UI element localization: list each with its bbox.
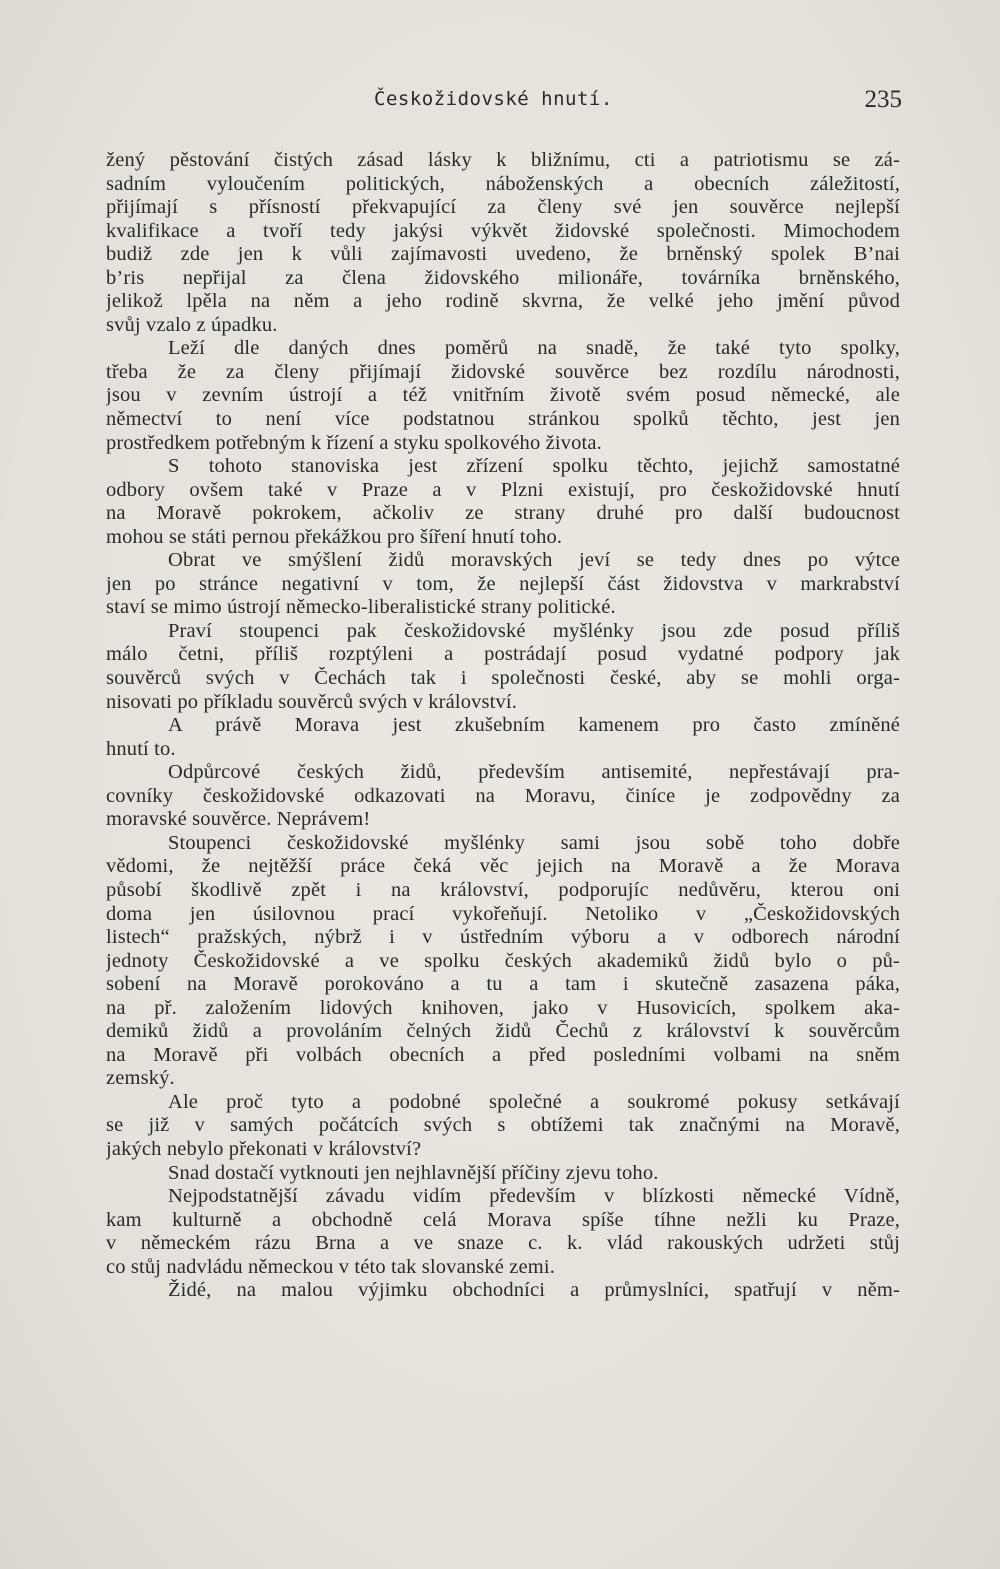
text-line: jakých nebylo překonati v království? xyxy=(106,1137,422,1160)
text-line: jsou v zevním ústrojí a též vnitřním životě svém posud německé, ale xyxy=(106,384,900,407)
text-line: Nejpodstatnější závadu vidím především v blízkosti německé Vídně, xyxy=(168,1185,900,1208)
text-line: Praví stoupenci pak českožidovské myšlénky jsou zde posud příliš xyxy=(168,619,900,642)
text-line: žený pěstování čistých zásad lásky k bližnímu, cti a patriotismu se zá- xyxy=(106,149,900,171)
text-line: na Moravě při volbách obecních a před posledními volbami na sněm xyxy=(106,1043,900,1066)
text-line: Snad dostačí vytknouti jen nejhlavnější příčiny zjevu toho. xyxy=(168,1161,659,1184)
text-line: moravské souvěrce. Neprávem! xyxy=(106,808,371,831)
text-line: Židé, na malou výjimku obchodníci a průmyslníci, spatřují v něm- xyxy=(168,1279,900,1302)
text-line: Leží dle daných dnes poměrů na snadě, že také tyto spolky, xyxy=(168,337,900,360)
text-line: jednoty Českožidovské a ve spolku českých akademiků židů bylo o pů- xyxy=(106,949,900,972)
running-title: Českožidovské hnutí. xyxy=(374,88,613,110)
text-line: mohou se státi pernou překážkou pro šíření hnutí toho. xyxy=(106,525,563,548)
text-line: němectví to není více podstatnou stránkou spolků těchto, jest jen xyxy=(106,408,900,431)
text-line: zemský. xyxy=(106,1067,175,1090)
text-line: prostředkem potřebným k řízení a styku spolkového života. xyxy=(106,431,602,454)
text-line: kam kulturně a obchodně celá Morava spíše tíhne nežli ku Praze, xyxy=(106,1208,900,1231)
text-line: A právě Morava jest zkušebním kamenem pro často zmíněné xyxy=(168,714,900,737)
text-line: odbory ovšem také v Praze a v Plzni existují, pro českožidovské hnutí xyxy=(106,478,900,501)
text-line: covníky českožidovské odkazovati na Moravu, činíce je zodpovědny za xyxy=(106,784,900,807)
text-line: málo četni, příliš rozptýleni a postrádají posud vydatné podpory jak xyxy=(106,643,900,666)
text-line: se již v samých počátcích svých s obtížemi tak značnými na Moravě, xyxy=(106,1114,900,1137)
text-line: b’ris nepřijal za člena židovského milionáře, továrníka brněnského, xyxy=(106,266,900,289)
text-line: doma jen úsilovnou prací vykořeňují. Netoliko v „Českožidovských xyxy=(106,902,900,925)
page-number: 235 xyxy=(864,86,902,113)
text-line: Ale proč tyto a podobné společné a soukromé pokusy setkávají xyxy=(168,1090,900,1113)
body-text xyxy=(106,149,900,1303)
text-line: Stoupenci českožidovské myšlénky sami jsou sobě toho dobře xyxy=(168,831,900,854)
text-line: působí škodlivě zpět i na království, podporujíc nedůvěru, kterou oni xyxy=(106,878,900,901)
text-line: kvalifikace a tvoří tedy jakýsi výkvět židovské společnosti. Mimochodem xyxy=(106,219,900,242)
text-line: svůj vzalo z úpadku. xyxy=(106,313,278,336)
text-line: budiž zde jen k vůli zajímavosti uvedeno, že brněnský spolek B’nai xyxy=(106,243,900,266)
text-line: jen po stránce negativní v tom, že nejlepší část židovstva v markrabství xyxy=(106,572,900,595)
text-line: přijímají s přísností překvapující za členy své jen souvěrce nejlepší xyxy=(106,196,900,219)
text-line: sobení na Moravě porokováno a tu a tam i skutečně zasazena páka, xyxy=(106,973,900,996)
text-line: S tohoto stanoviska jest zřízení spolku těchto, jejichž samostatné xyxy=(168,455,900,478)
text-line: nisovati po příkladu souvěrců svých v království. xyxy=(106,690,518,713)
text-line: na Moravě pokrokem, ačkoliv ze strany druhé pro další budoucnost xyxy=(106,502,900,525)
text-line: na př. založením lidových knihoven, jako v Husovicích, spolkem aka- xyxy=(106,996,900,1019)
text-line: sadním vyloučením politických, náboženských a obecních záležitostí, xyxy=(106,172,900,195)
text-line: v německém rázu Brna a ve snaze c. k. vlád rakouských udržeti stůj xyxy=(106,1232,900,1255)
text-line: Odpůrcové českých židů, především antisemité, nepřestávají pra- xyxy=(168,761,900,784)
text-line: Obrat ve smýšlení židů moravských jeví se tedy dnes po výtce xyxy=(168,549,900,572)
text-line: staví se mimo ústrojí německo-liberalistické strany politické. xyxy=(106,596,616,619)
text-line: vědomi, že nejtěžší práce čeká věc jejich na Moravě a že Morava xyxy=(106,855,900,878)
text-line: hnutí to. xyxy=(106,737,176,760)
text-line: demiků židů a provoláním čelných židů Čechů z království k souvěrcům xyxy=(106,1020,900,1043)
text-line: co stůj nadvládu německou v této tak slovanské zemi. xyxy=(106,1255,556,1278)
text-line: listech“ pražských, nýbrž i v ústředním výboru a v odborech národní xyxy=(106,926,900,949)
running-head xyxy=(106,84,902,120)
text-line: souvěrců svých v Čechách tak i společnosti české, aby se mohli orga- xyxy=(106,667,900,690)
text-line: třeba že za členy přijímají židovské souvěrce bez rozdílu národnosti, xyxy=(106,360,900,383)
text-line: jelikož lpěla na něm a jeho rodině skvrna, že velké jeho jmění původ xyxy=(106,290,900,313)
